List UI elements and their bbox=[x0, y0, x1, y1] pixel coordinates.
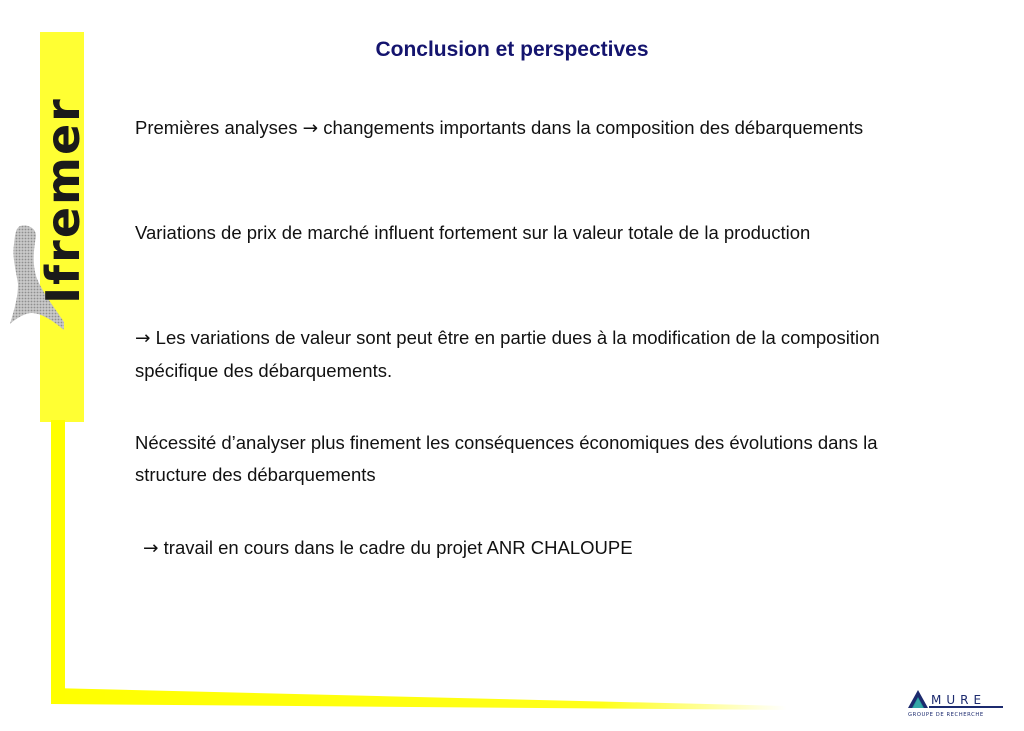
paragraph-3-text: Les variations de valeur sont peut être en partie dues à la modification de la composition spécifique des débarquements. bbox=[135, 327, 880, 381]
arrow-right-icon: → bbox=[143, 538, 159, 559]
bottom-yellow-line bbox=[51, 688, 786, 710]
arrow-right-icon: → bbox=[135, 328, 151, 349]
slide-title: Conclusion et perspectives bbox=[375, 38, 649, 61]
paragraph-2 bbox=[135, 217, 915, 249]
paragraph-4-text: Nécessité d’analyser plus finement les conséquences économiques des évolutions dans la structure des débarquements bbox=[135, 432, 878, 485]
left-yellow-line bbox=[51, 420, 65, 703]
ifremer-vertical-logo-text: Ifremer bbox=[36, 97, 90, 304]
paragraph-1-text-after: changements importants dans la composition des débarquements bbox=[323, 117, 864, 138]
paragraph-5-text: travail en cours dans le cadre du projet ANR CHALOUPE bbox=[163, 537, 633, 558]
paragraph-4 bbox=[135, 427, 915, 491]
amure-logo-subtext: GROUPE DE RECHERCHE bbox=[908, 712, 984, 718]
paragraph-3 bbox=[135, 322, 915, 387]
paragraph-1-text-before: Premières analyses bbox=[135, 117, 298, 138]
paragraph-2-text: Variations de prix de marché influent fortement sur la valeur totale de la production bbox=[135, 222, 811, 243]
paragraph-5 bbox=[143, 532, 923, 565]
amure-logo bbox=[905, 688, 1005, 720]
amure-logo-text: MURE bbox=[931, 693, 987, 707]
arrow-right-icon: → bbox=[302, 118, 319, 139]
paragraph-1 bbox=[135, 112, 915, 145]
